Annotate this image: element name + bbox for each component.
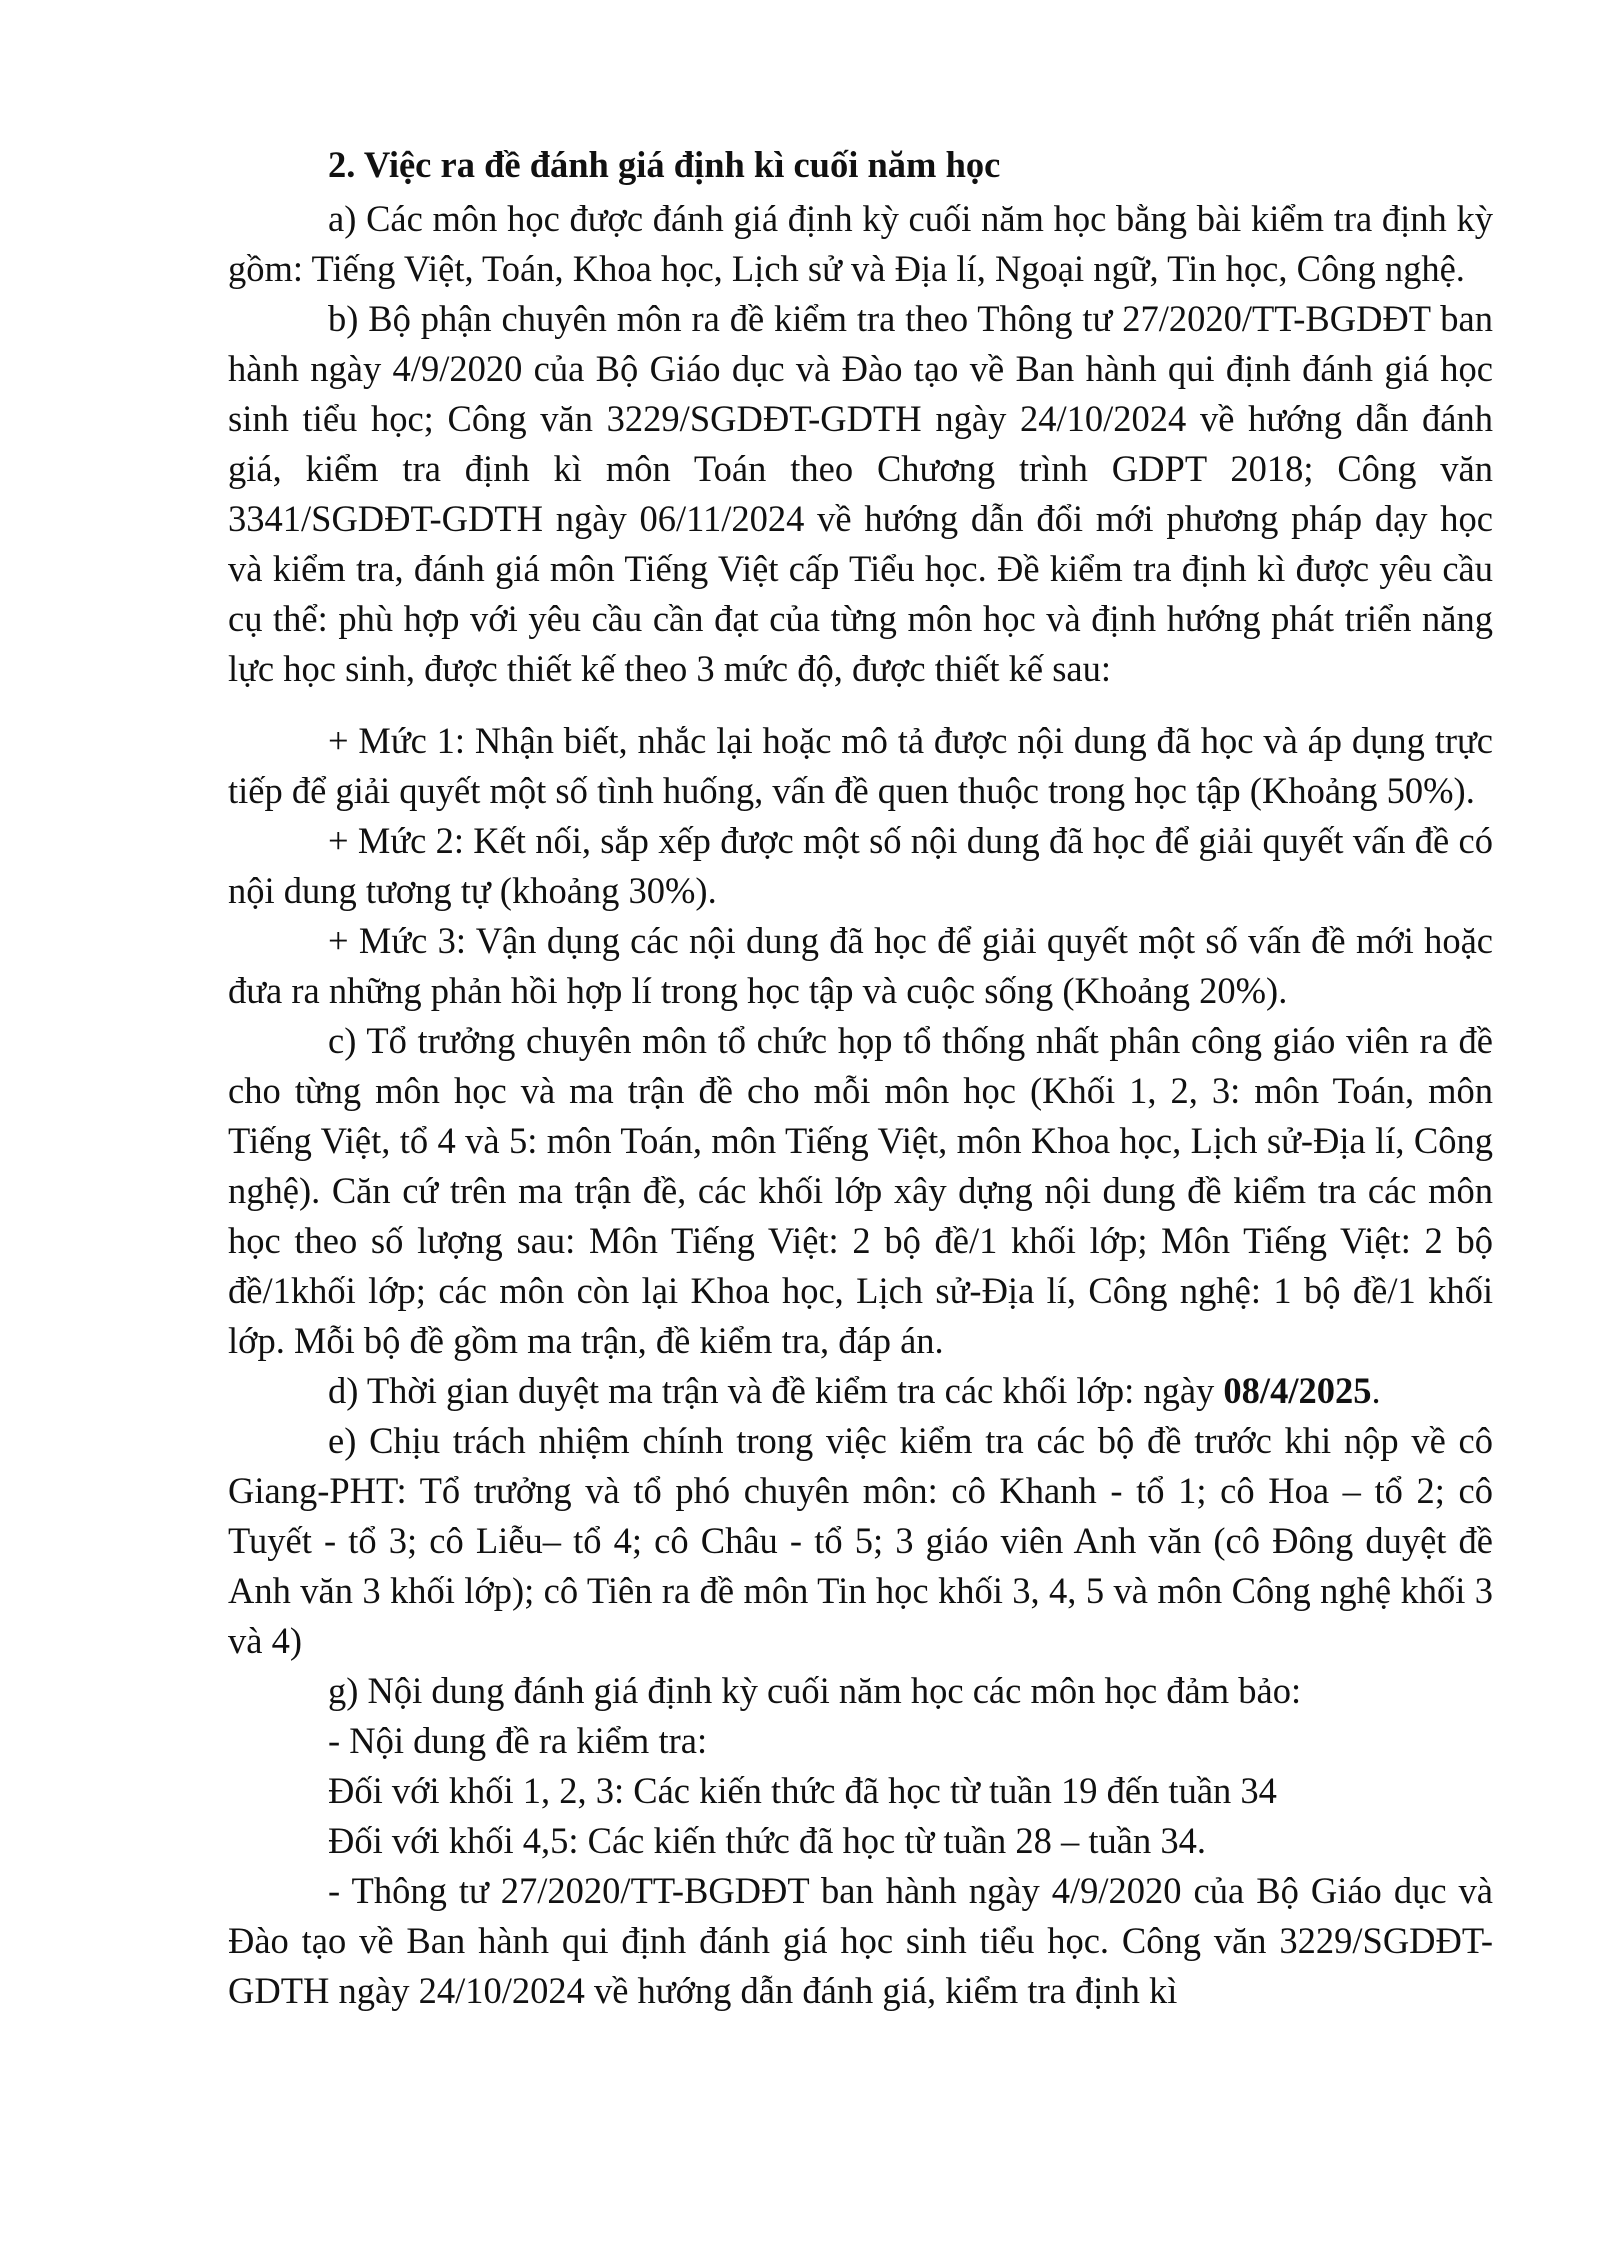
document-page: [228, 140, 1493, 2016]
paragraph-d-end: .: [1371, 1370, 1381, 1411]
level-3-paragraph: + Mức 3: Vận dụng các nội dung đã học để giải quyết một số vấn đề mới hoặc đưa ra những phản hồi hợp lí trong học tập và cuộc sống (Khoảng 20%).: [228, 920, 1493, 1011]
grades-4-5-item: Đối với khối 4,5: Các kiến thức đã học từ tuần 28 – tuần 34.: [328, 1820, 1206, 1861]
paragraph-g: g) Nội dung đánh giá định kỳ cuối năm học các môn học đảm bảo:: [328, 1670, 1302, 1711]
exam-content-item: - Nội dung đề ra kiểm tra:: [328, 1720, 708, 1761]
paragraph-c: c) Tổ trưởng chuyên môn tổ chức họp tổ thống nhất phân công giáo viên ra đề cho từng môn học và ma trận đề cho mỗi môn học (Khối 1, 2, 3: môn Toán, môn Tiếng Việt, tổ 4 và 5: môn Toán, môn Tiếng Việt, môn Khoa học, Lịch sử-Địa lí, Công nghệ). Căn cứ trên ma trận đề, các khối lớp xây dựng nội dung đề kiểm tra các môn học theo số lượng sau: Môn Tiếng Việt: 2 bộ đề/1 khối lớp; Môn Tiếng Việt: 2 bộ đề/1khối lớp; các môn còn lại Khoa học, Lịch sử-Địa lí, Công nghệ: 1 bộ đề/1 khối lớp. Mỗi bộ đề gồm ma trận, đề kiểm tra, đáp án.: [228, 1020, 1493, 1361]
paragraph-regulations: - Thông tư 27/2020/TT-BGDĐT ban hành ngày 4/9/2020 của Bộ Giáo dục và Đào tạo về Ban hành qui định đánh giá học sinh tiểu học. Công văn 3229/SGDĐT-GDTH ngày 24/10/2024 về hướng dẫn đánh giá, kiểm tra định kì: [228, 1870, 1493, 2011]
level-1-paragraph: + Mức 1: Nhận biết, nhắc lại hoặc mô tả được nội dung đã học và áp dụng trực tiếp để giải quyết một số tình huống, vấn đề quen thuộc trong học tập (Khoảng 50%).: [228, 720, 1493, 811]
paragraph-e: e) Chịu trách nhiệm chính trong việc kiểm tra các bộ đề trước khi nộp về cô Giang-PHT: Tổ trưởng và tổ phó chuyên môn: cô Khanh - tổ 1; cô Hoa – tổ 2; cô Tuyết - tổ 3; cô Liễu– tổ 4; cô Châu - tổ 5; 3 giáo viên Anh văn (cô Đông duyệt đề Anh văn 3 khối lớp); cô Tiên ra đề môn Tin học khối 3, 4, 5 và môn Công nghệ khối 3 và 4): [228, 1420, 1493, 1661]
paragraph-d: [228, 1366, 1493, 1416]
paragraph-b: b) Bộ phận chuyên môn ra đề kiểm tra theo Thông tư 27/2020/TT-BGDĐT ban hành ngày 4/9/2020 của Bộ Giáo dục và Đào tạo về Ban hành qui định đánh giá học sinh tiểu học; Công văn 3229/SGDĐT-GDTH ngày 24/10/2024 về hướng dẫn đánh giá, kiểm tra định kì môn Toán theo Chương trình GDPT 2018; Công văn 3341/SGDĐT-GDTH ngày 06/11/2024 về hướng dẫn đổi mới phương pháp dạy học và kiểm tra, đánh giá môn Tiếng Việt cấp Tiểu học. Đề kiểm tra định kì được yêu cầu cụ thể: phù hợp với yêu cầu cần đạt của từng môn học và định hướng phát triển năng lực học sinh, được thiết kế theo 3 mức độ, được thiết kế sau:: [228, 298, 1493, 689]
review-date: 08/4/2025: [1223, 1370, 1372, 1411]
grades-1-3-item: Đối với khối 1, 2, 3: Các kiến thức đã học từ tuần 19 đến tuần 34: [328, 1770, 1277, 1811]
paragraph-a: a) Các môn học được đánh giá định kỳ cuối năm học bằng bài kiểm tra định kỳ gồm: Tiếng Việt, Toán, Khoa học, Lịch sử và Địa lí, Ngoại ngữ, Tin học, Công nghệ.: [228, 198, 1493, 289]
paragraph-d-text: d) Thời gian duyệt ma trận và đề kiểm tra các khối lớp: ngày: [328, 1370, 1224, 1411]
level-2-paragraph: + Mức 2: Kết nối, sắp xếp được một số nội dung đã học để giải quyết vấn đề có nội dung tương tự (khoảng 30%).: [228, 820, 1493, 911]
section-heading: 2. Việc ra đề đánh giá định kì cuối năm học: [328, 144, 1001, 185]
